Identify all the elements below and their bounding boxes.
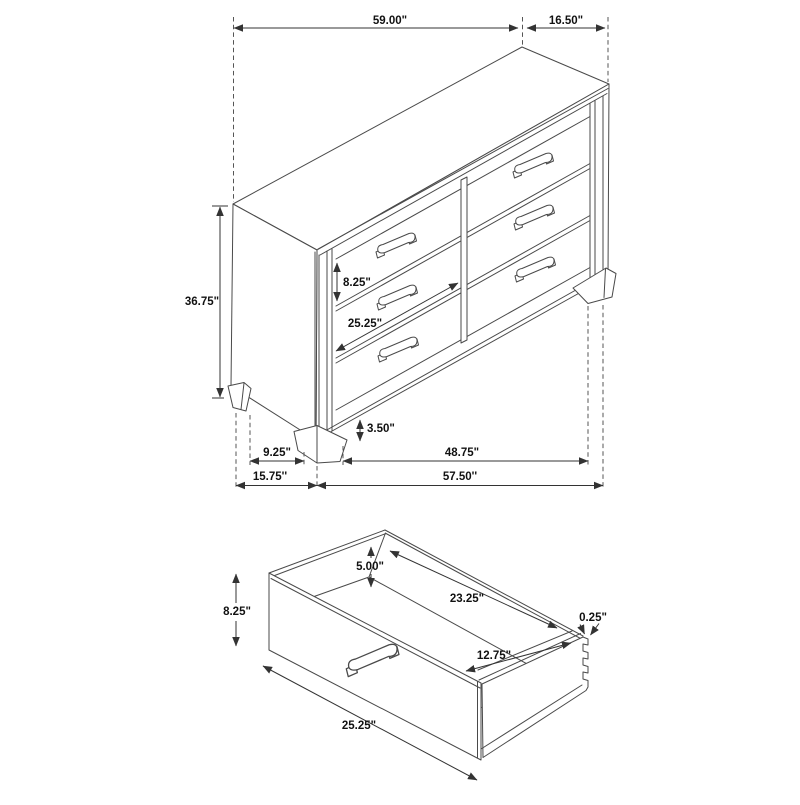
dim-interior-depth-label: 23.25" [449, 593, 485, 605]
dim-top-width-label: 59.00" [372, 15, 408, 27]
dresser-figure [185, 15, 616, 489]
dimension-front-feet-span [343, 447, 588, 461]
dimension-base-front-width [317, 471, 603, 486]
center-stile [461, 177, 467, 343]
drawer-back-top-edge [385, 530, 583, 636]
dimension-interior-depth [390, 551, 557, 628]
drawer-figure [223, 530, 607, 780]
drawer-back-top-edge [386, 534, 582, 640]
back-left-foot [228, 383, 251, 412]
dimension-foot-height [360, 420, 395, 441]
dim-box-side-height-label: 5.00" [356, 561, 384, 573]
dim-interior-width-label: 12.75" [476, 650, 512, 662]
front-left-foot [294, 426, 347, 464]
dim-side-foot-gap-label: 9.25" [263, 447, 291, 459]
dim-overall-height-label: 36.75" [184, 296, 220, 308]
dim-front-width-label: 25.25" [341, 720, 377, 732]
dimension-top-width [234, 15, 518, 28]
dimension-drawer-front-height2 [223, 574, 251, 646]
dimension-top-depth [527, 15, 605, 28]
dimension-side-overall-depth [236, 471, 317, 486]
dim-drawer-front-width-label: 25.25" [347, 318, 383, 330]
dim-top-depth-label: 16.50" [548, 15, 584, 27]
dim-front-feet-span-label: 48.75" [444, 447, 480, 459]
dimension-box-side-height [356, 547, 384, 587]
dim-panel-thickness-label: 0.25" [579, 612, 607, 624]
dimension-overall-height [185, 206, 228, 398]
dim-drawer-front-height-label: 8.25" [343, 277, 371, 289]
dimension-side-foot-gap [250, 447, 304, 461]
dim-side-overall-depth-label: 15.75'' [252, 471, 288, 483]
dim-base-front-width-label: 57.50'' [442, 471, 478, 483]
dim-front-height-label: 8.25" [223, 606, 251, 618]
dim-foot-height-label: 3.50" [367, 423, 395, 435]
dimension-panel-thickness [579, 612, 607, 635]
